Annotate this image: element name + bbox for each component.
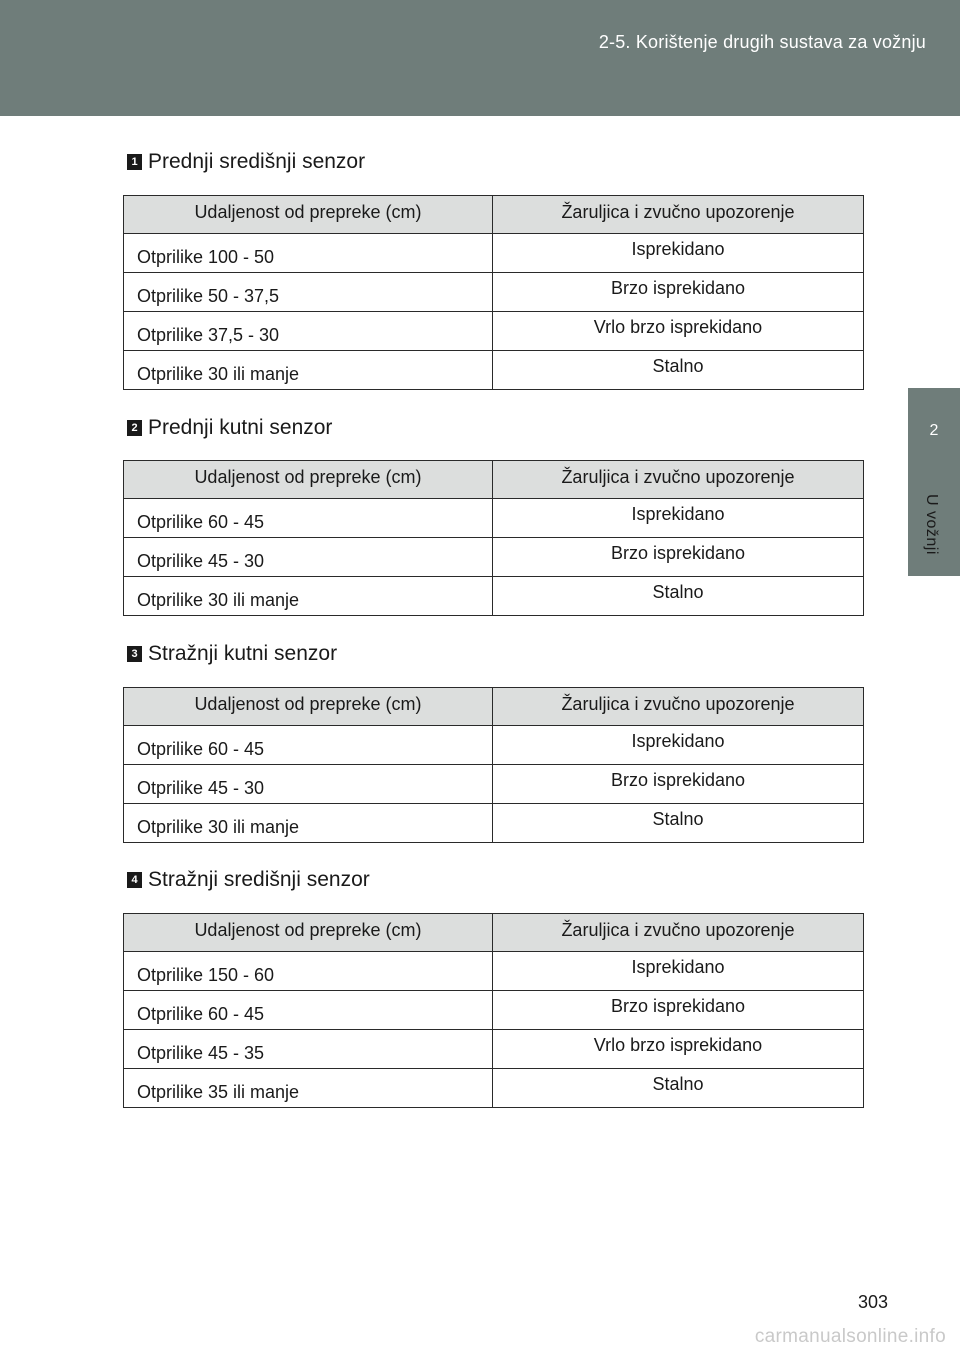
section-heading [127, 639, 337, 669]
header-warning: Žaruljica i zvučno upozorenje [493, 688, 864, 726]
section-heading [127, 865, 370, 895]
table-row [124, 273, 864, 312]
distance-cell: Otprilike 30 ili manje [124, 804, 493, 843]
header-warning: Žaruljica i zvučno upozorenje [493, 461, 864, 499]
distance-cell: Otprilike 45 - 30 [124, 765, 493, 804]
header-warning: Žaruljica i zvučno upozorenje [493, 914, 864, 952]
section-number-badge: 2 [127, 420, 142, 436]
section-title: Stražnji središnji senzor [148, 868, 370, 891]
section-number-badge: 1 [127, 154, 142, 170]
warning-cell: Isprekidano [493, 952, 864, 991]
table-row [124, 804, 864, 843]
warning-cell: Stalno [493, 577, 864, 616]
table-row [124, 1069, 864, 1108]
distance-cell: Otprilike 150 - 60 [124, 952, 493, 991]
warning-cell: Brzo isprekidano [493, 273, 864, 312]
warning-cell: Isprekidano [493, 234, 864, 273]
distance-cell: Otprilike 30 ili manje [124, 351, 493, 390]
table-row [124, 765, 864, 804]
warning-cell: Vrlo brzo isprekidano [493, 1030, 864, 1069]
warning-cell: Stalno [493, 804, 864, 843]
table-row [124, 991, 864, 1030]
table-row [124, 312, 864, 351]
header-distance: Udaljenost od prepreke (cm) [124, 688, 493, 726]
distance-cell: Otprilike 60 - 45 [124, 991, 493, 1030]
distance-table [123, 913, 864, 1108]
table-header-row [124, 688, 864, 726]
section-number-badge: 4 [127, 872, 142, 888]
section-title: Prednji kutni senzor [148, 416, 333, 439]
section-title: Prednji središnji senzor [148, 150, 366, 173]
distance-table [123, 460, 864, 616]
table-header-row [124, 914, 864, 952]
chapter-tab-label: U vožnji [923, 494, 940, 555]
section-heading [127, 147, 365, 177]
table-row [124, 726, 864, 765]
table-header-row [124, 196, 864, 234]
chapter-number: 2 [929, 422, 939, 439]
page-number: 303 [858, 1292, 889, 1312]
header-distance: Udaljenost od prepreke (cm) [124, 196, 493, 234]
distance-table [123, 687, 864, 843]
header-distance: Udaljenost od prepreke (cm) [124, 914, 493, 952]
header-distance: Udaljenost od prepreke (cm) [124, 461, 493, 499]
section-number-badge: 3 [127, 646, 142, 662]
distance-cell: Otprilike 60 - 45 [124, 499, 493, 538]
table-row [124, 351, 864, 390]
table-row [124, 577, 864, 616]
chapter-title: 2-5. Korištenje drugih sustava za vožnju [598, 32, 926, 52]
table-row [124, 499, 864, 538]
distance-table [123, 195, 864, 390]
distance-cell: Otprilike 35 ili manje [124, 1069, 493, 1108]
distance-cell: Otprilike 45 - 30 [124, 538, 493, 577]
warning-cell: Brzo isprekidano [493, 991, 864, 1030]
warning-cell: Stalno [493, 351, 864, 390]
distance-cell: Otprilike 60 - 45 [124, 726, 493, 765]
table-row [124, 952, 864, 991]
table-row [124, 538, 864, 577]
table-row [124, 1030, 864, 1069]
section-heading [127, 413, 332, 443]
warning-cell: Brzo isprekidano [493, 538, 864, 577]
watermark: carmanualsonline.info [754, 1326, 946, 1347]
header-bar [0, 0, 960, 116]
distance-cell: Otprilike 37,5 - 30 [124, 312, 493, 351]
table-header-row [124, 461, 864, 499]
section-title: Stražnji kutni senzor [148, 642, 338, 665]
warning-cell: Isprekidano [493, 726, 864, 765]
warning-cell: Vrlo brzo isprekidano [493, 312, 864, 351]
warning-cell: Isprekidano [493, 499, 864, 538]
distance-cell: Otprilike 45 - 35 [124, 1030, 493, 1069]
distance-cell: Otprilike 100 - 50 [124, 234, 493, 273]
warning-cell: Stalno [493, 1069, 864, 1108]
table-row [124, 234, 864, 273]
distance-cell: Otprilike 50 - 37,5 [124, 273, 493, 312]
warning-cell: Brzo isprekidano [493, 765, 864, 804]
distance-cell: Otprilike 30 ili manje [124, 577, 493, 616]
header-warning: Žaruljica i zvučno upozorenje [493, 196, 864, 234]
